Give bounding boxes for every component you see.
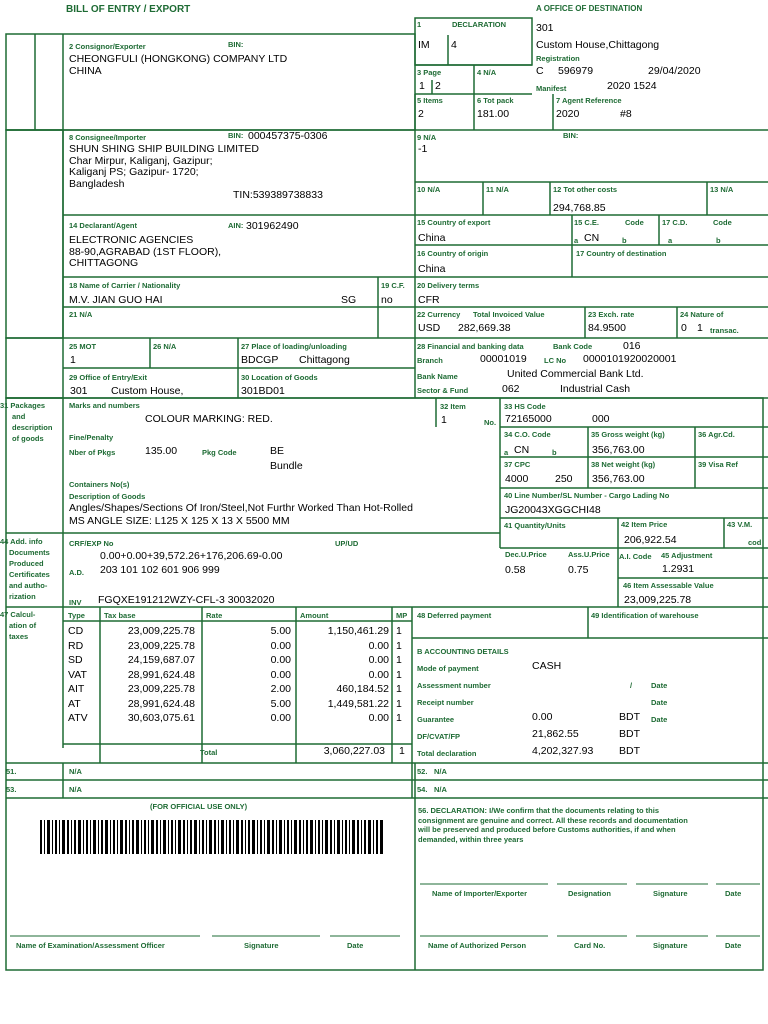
page-v1: 1 bbox=[419, 80, 425, 92]
net-weight-value: 356,763.00 bbox=[592, 473, 645, 485]
marks-label: Marks and numbers bbox=[69, 401, 140, 410]
office-code: 301 bbox=[536, 22, 554, 34]
adjustment-value: 1.2931 bbox=[662, 563, 695, 575]
declaration-im: IM bbox=[418, 39, 430, 51]
carrier-label: 18 Name of Carrier / Nationality bbox=[69, 281, 181, 290]
tax-cell: 28,991,624.48 bbox=[127, 668, 195, 681]
tax-cell: 2.00 bbox=[270, 683, 291, 695]
financial-label: 28 Financial and banking data bbox=[417, 342, 524, 351]
box26-label: 26 N/A bbox=[153, 342, 177, 351]
agent-ref-label: 7 Agent Reference bbox=[556, 96, 622, 105]
adjustment-label: 45 Adjustment bbox=[661, 551, 713, 560]
guarantee-value: 0.00 bbox=[532, 711, 553, 723]
addinfo-label-2: Documents bbox=[9, 548, 50, 557]
nature-label: 24 Nature of bbox=[680, 310, 724, 319]
country-export-value: China bbox=[418, 232, 446, 244]
tax-cell: 0.00 bbox=[270, 654, 291, 666]
country-origin-value: China bbox=[418, 263, 446, 275]
tax-cell: 1 bbox=[396, 683, 402, 695]
page-v2: 2 bbox=[435, 80, 441, 92]
dec-uprice-label: Dec.U.Price bbox=[505, 550, 547, 559]
upud-label: UP/UD bbox=[335, 539, 359, 548]
assessment-slash: / bbox=[630, 681, 633, 690]
exch-label: 23 Exch. rate bbox=[588, 310, 635, 319]
gross-weight-label: 35 Gross weight (kg) bbox=[591, 430, 665, 439]
sig-date1-label: Date bbox=[725, 889, 742, 898]
ass-uprice-value: 0.75 bbox=[568, 564, 589, 576]
tax-cell: 460,184.52 bbox=[336, 683, 389, 695]
agent-ref-year: 2020 bbox=[556, 108, 580, 120]
declarant-line1: ELECTRONIC AGENCIES bbox=[69, 234, 194, 246]
page-title: BILL OF ENTRY / EXPORT bbox=[66, 4, 191, 15]
packages-label-3: description bbox=[12, 423, 53, 432]
items-label: 5 Items bbox=[417, 96, 443, 105]
box51-value: N/A bbox=[69, 767, 82, 776]
registration-c: C bbox=[536, 65, 544, 77]
tax-cell: 1 bbox=[396, 625, 402, 637]
ad-label: A.D. bbox=[69, 568, 84, 577]
cd-b: b bbox=[716, 236, 721, 245]
declarant-ain-label: AIN: bbox=[228, 221, 244, 230]
pkg-code-label: Pkg Code bbox=[202, 448, 237, 457]
branch-value: 00001019 bbox=[480, 353, 527, 365]
description-label: Description of Goods bbox=[69, 492, 146, 501]
loading-label: 27 Place of loading/unloading bbox=[241, 342, 347, 351]
pkgs-label: Nber of Pkgs bbox=[69, 448, 116, 457]
nature-v1: 1 bbox=[697, 322, 703, 334]
calc-label-3: taxes bbox=[9, 632, 29, 641]
calc-label-1: 47 Calcul- bbox=[0, 610, 36, 619]
office-entry-label: 29 Office of Entry/Exit bbox=[69, 373, 147, 382]
guarantee-currency: BDT bbox=[619, 711, 640, 723]
cpc-v2: 250 bbox=[555, 473, 573, 485]
pkgs-value: 135.00 bbox=[145, 445, 178, 457]
consignor-line2: CHINA bbox=[69, 65, 102, 77]
box10-label: 10 N/A bbox=[417, 185, 441, 194]
ai-code-label: A.I. Code bbox=[619, 552, 652, 561]
tax-cell: 1,449,581.22 bbox=[327, 697, 389, 710]
tax-cell: AT bbox=[68, 697, 81, 710]
deferred-label: 48 Deferred payment bbox=[417, 611, 492, 620]
box52-value: N/A bbox=[434, 767, 447, 776]
sig-officer-label: Name of Examination/Assessment Officer bbox=[16, 941, 165, 950]
consignee-line4: Bangladesh bbox=[69, 178, 125, 190]
tax-cell: CD bbox=[68, 625, 84, 637]
ce-code-label: Code bbox=[625, 218, 644, 227]
box53-value: N/A bbox=[69, 785, 82, 794]
total-declaration-currency: BDT bbox=[619, 745, 640, 757]
co-code-b: b bbox=[552, 448, 557, 457]
co-code-label: 34 C.O. Code bbox=[504, 430, 551, 439]
ass-uprice-label: Ass.U.Price bbox=[568, 550, 610, 559]
box21-label: 21 N/A bbox=[69, 310, 93, 319]
sector-label: Sector & Fund bbox=[417, 386, 469, 395]
tax-cell: SD bbox=[68, 654, 83, 666]
pkg-code-value: BE bbox=[270, 445, 285, 457]
tax-cell: 1 bbox=[396, 668, 402, 681]
box9-value: -1 bbox=[418, 143, 428, 155]
sig-signature2-label: Signature bbox=[244, 941, 279, 950]
tax-cell: 0.00 bbox=[270, 668, 291, 681]
dfcvat-value: 21,862.55 bbox=[532, 728, 579, 740]
description-line2: MS ANGLE SIZE: L125 X 125 X 13 X 5500 MM bbox=[69, 515, 290, 527]
packages-label-4: of goods bbox=[12, 434, 44, 443]
consignee-line1: SHUN SHING SHIP BUILDING LIMITED bbox=[69, 143, 260, 155]
tax-header-mp: MP bbox=[396, 611, 408, 620]
consignee-bin: 000457375-0306 bbox=[248, 130, 328, 142]
packages-label-1: 31 Packages bbox=[0, 401, 46, 410]
hs-code-label: 33 HS Code bbox=[504, 402, 546, 411]
registration-number: 596979 bbox=[558, 65, 594, 77]
item-price-label: 42 Item Price bbox=[621, 520, 668, 529]
mode-label: Mode of payment bbox=[417, 664, 479, 673]
ce-a: a bbox=[574, 236, 579, 245]
dec-uprice-value: 0.58 bbox=[505, 564, 526, 576]
quantity-label: 41 Quantity/Units bbox=[504, 521, 566, 530]
manifest-label: Manifest bbox=[536, 84, 567, 93]
tax-header-amount: Amount bbox=[300, 611, 329, 620]
tax-total-mp: 1 bbox=[399, 745, 405, 757]
declarant-ain: 301962490 bbox=[246, 220, 299, 232]
vm-label: 43 V.M. bbox=[727, 520, 753, 529]
warehouse-label: 49 Identification of warehouse bbox=[591, 611, 699, 620]
fine-label: Fine/Penalty bbox=[69, 433, 114, 442]
cd-code-label: Code bbox=[713, 218, 732, 227]
agent-ref-value: #8 bbox=[620, 108, 632, 120]
tax-cell: 0.00 bbox=[270, 712, 291, 724]
tax-cell: 0.00 bbox=[368, 639, 389, 652]
item-label: 32 Item bbox=[440, 402, 466, 411]
assessable-label: 46 Item Assessable Value bbox=[623, 581, 714, 590]
declarant-line2: 88-90,AGRABAD (1ST FLOOR), bbox=[69, 246, 222, 258]
declaration-four: 4 bbox=[451, 39, 457, 51]
bank-code-label: Bank Code bbox=[553, 342, 593, 351]
tax-cell: 0.00 bbox=[270, 639, 291, 652]
office-entry-name: Custom House, bbox=[111, 385, 184, 397]
country-origin-label: 16 Country of origin bbox=[417, 249, 489, 258]
item-value: 1 bbox=[441, 414, 447, 426]
item-no: No. bbox=[484, 418, 497, 427]
box53-label: 53. bbox=[6, 785, 17, 794]
addinfo-label-1: 44 Add. info bbox=[0, 537, 43, 546]
box4-label: 4 N/A bbox=[477, 68, 497, 77]
hs-code-suffix: 000 bbox=[592, 413, 610, 425]
sector-value: 062 bbox=[502, 383, 520, 395]
mot-value: 1 bbox=[70, 354, 76, 366]
assessment-label: Assessment number bbox=[417, 681, 491, 690]
declaration-56-text: 56. DECLARATION: I/We confirm that the documents relating to this consignment are genuine and correct. All these records and documentation will be preserved and produced before Customs authorities, if and when demanded, within three years bbox=[418, 806, 688, 844]
declaration-label: DECLARATION bbox=[452, 20, 507, 29]
registration-date: 29/04/2020 bbox=[648, 65, 701, 77]
currency-value: USD bbox=[418, 322, 441, 334]
addinfo-label-5: and autho- bbox=[9, 581, 48, 590]
box52-label: 52. bbox=[417, 767, 428, 776]
ce-cn: CN bbox=[584, 232, 600, 244]
pkg-type-value: Bundle bbox=[270, 460, 303, 472]
tax-cell: 1 bbox=[396, 712, 402, 724]
addinfo-label-4: Certificates bbox=[9, 570, 50, 579]
item-price-value: 206,922.54 bbox=[624, 534, 677, 546]
net-weight-label: 38 Net weight (kg) bbox=[591, 460, 656, 469]
office-name: Custom House,Chittagong bbox=[536, 39, 660, 51]
tax-total-value: 3,060,227.03 bbox=[323, 745, 385, 757]
registration-label: Registration bbox=[536, 54, 580, 63]
crf-label: CRF/EXP No bbox=[69, 539, 114, 548]
tax-cell: 1 bbox=[396, 639, 402, 652]
manifest-value: 2020 1524 bbox=[607, 80, 657, 92]
box9-label: 9 N/A bbox=[417, 133, 437, 142]
loading-code: BDCGP bbox=[241, 354, 279, 366]
invoiced-label: Total Invoiced Value bbox=[473, 310, 545, 319]
currency-label: 22 Currency bbox=[417, 310, 461, 319]
sig-signature1-label: Signature bbox=[653, 889, 688, 898]
tax-cell: 0.00 bbox=[368, 654, 389, 666]
box51-label: 51. bbox=[6, 767, 17, 776]
items-value: 2 bbox=[418, 108, 424, 120]
visa-ref-label: 39 Visa Ref bbox=[698, 460, 738, 469]
exch-value: 84.9500 bbox=[588, 322, 626, 334]
bank-name-value: United Commercial Bank Ltd. bbox=[507, 368, 644, 380]
tax-header-type: Type bbox=[68, 611, 85, 620]
accounting-title: B ACCOUNTING DETAILS bbox=[417, 647, 509, 656]
page-label: 3 Page bbox=[417, 68, 442, 77]
sig-importer-label: Name of Importer/Exporter bbox=[432, 889, 528, 898]
lc-value: 0000101920020001 bbox=[583, 353, 677, 365]
cpc-label: 37 CPC bbox=[504, 460, 531, 469]
declarant-label: 14 Declarant/Agent bbox=[69, 221, 137, 230]
tax-cell: 23,009,225.78 bbox=[127, 683, 195, 695]
receipt-label: Receipt number bbox=[417, 698, 474, 707]
box11-label: 11 N/A bbox=[486, 185, 509, 194]
cd-label: 17 C.D. bbox=[662, 218, 688, 227]
tax-cell: 28,991,624.48 bbox=[127, 697, 195, 710]
carrier-nationality: SG bbox=[341, 294, 357, 306]
country-dest-label: 17 Country of destination bbox=[576, 249, 667, 258]
containers-label: Containers No(s) bbox=[69, 480, 130, 489]
description-line1: Angles/Shapes/Sections Of Iron/Steel,Not Furthr Worked Than Hot-Rolled bbox=[69, 502, 413, 514]
tax-cell: 0.00 bbox=[368, 712, 389, 724]
guarantee-date-label: Date bbox=[651, 715, 668, 724]
sig-date2-label: Date bbox=[347, 941, 364, 950]
agr-cd-label: 36 Agr.Cd. bbox=[698, 430, 735, 439]
box54-value: N/A bbox=[434, 785, 447, 794]
vm-value: cod bbox=[748, 538, 762, 547]
delivery-value: CFR bbox=[418, 294, 440, 306]
tax-cell: 23,009,225.78 bbox=[127, 639, 195, 652]
line-number-value: JG20043XGGCHI48 bbox=[505, 504, 601, 516]
carrier-value: M.V. JIAN GUO HAI bbox=[69, 294, 163, 306]
total-declaration-label: Total declaration bbox=[417, 749, 477, 758]
box13-label: 13 N/A bbox=[710, 185, 734, 194]
loading-place: Chittagong bbox=[299, 354, 350, 366]
lc-label: LC No bbox=[544, 356, 567, 365]
addinfo-label-3: Produced bbox=[9, 559, 44, 568]
assessment-date-label: Date bbox=[651, 681, 668, 690]
addinfo-label-6: rization bbox=[9, 592, 36, 601]
crf-formula: 0.00+0.00+39,572.26+176,206.69-0.00 bbox=[100, 550, 283, 562]
location-value: 301BD01 bbox=[241, 385, 285, 397]
marks-value: COLOUR MARKING: RED. bbox=[145, 413, 273, 425]
hs-code-value: 72165000 bbox=[505, 413, 552, 425]
tax-cell: 23,009,225.78 bbox=[127, 625, 195, 637]
consignor-bin-label: BIN: bbox=[228, 40, 244, 49]
sig-signature3-label: Signature bbox=[653, 941, 688, 950]
cpc-v1: 4000 bbox=[505, 473, 529, 485]
sig-designation-label: Designation bbox=[568, 889, 611, 898]
guarantee-label: Guarantee bbox=[417, 715, 455, 724]
cf-value: no bbox=[381, 294, 393, 306]
receipt-date-label: Date bbox=[651, 698, 668, 707]
ce-b: b bbox=[622, 236, 627, 245]
country-export-label: 15 Country of export bbox=[417, 218, 491, 227]
office-title: A OFFICE OF DESTINATION bbox=[536, 4, 643, 13]
location-label: 30 Location of Goods bbox=[241, 373, 318, 382]
sig-authorized-label: Name of Authorized Person bbox=[428, 941, 527, 950]
tax-cell: 1 bbox=[396, 697, 402, 710]
tax-cell: 30,603,075.61 bbox=[127, 712, 195, 724]
official-use-label: (FOR OFFICIAL USE ONLY) bbox=[150, 802, 248, 811]
cf-label: 19 C.F. bbox=[381, 281, 405, 290]
ad-value: 203 101 102 601 906 999 bbox=[100, 564, 220, 576]
tax-cell: AIT bbox=[68, 683, 85, 695]
tax-cell: VAT bbox=[68, 668, 87, 681]
mode-value: CASH bbox=[532, 660, 562, 672]
line-number-label: 40 Line Number/SL Number - Cargo Lading No bbox=[504, 491, 670, 500]
bank-name-label: Bank Name bbox=[417, 372, 458, 381]
totpack-value: 181.00 bbox=[477, 108, 510, 120]
dfcvat-currency: BDT bbox=[619, 728, 640, 740]
consignee-line2: Char Mirpur, Kaliganj, Gazipur; bbox=[69, 155, 213, 167]
inv-value: FGQXE191212WZY-CFL-3 30032020 bbox=[98, 594, 275, 606]
invoiced-value: 282,669.38 bbox=[458, 322, 511, 334]
sig-date3-label: Date bbox=[725, 941, 742, 950]
dfcvat-label: DF/CVAT/FP bbox=[417, 732, 461, 741]
consignee-line3: Kaliganj PS; Gazipur- 1720; bbox=[69, 166, 199, 178]
nature-v0: 0 bbox=[681, 322, 687, 334]
tax-cell: 5.00 bbox=[270, 625, 291, 637]
box54-label: 54. bbox=[417, 785, 428, 794]
tax-cell: 1,150,461.29 bbox=[327, 625, 389, 637]
total-declaration-value: 4,202,327.93 bbox=[532, 745, 594, 757]
tax-cell: RD bbox=[68, 639, 84, 652]
tax-header-base: Tax base bbox=[104, 611, 136, 620]
declaration-num: 1 bbox=[417, 20, 422, 29]
tax-total-label: Total bbox=[200, 748, 218, 757]
fund-value: Industrial Cash bbox=[560, 383, 631, 395]
tax-cell: 5.00 bbox=[270, 697, 291, 710]
consignee-label: 8 Consignee/Importer bbox=[69, 133, 147, 142]
tax-cell: 24,159,687.07 bbox=[127, 654, 195, 666]
tax-cell: 0.00 bbox=[368, 668, 389, 681]
tax-cell: ATV bbox=[68, 712, 88, 724]
nature-transac: transac. bbox=[710, 326, 739, 335]
gross-weight-value: 356,763.00 bbox=[592, 444, 645, 456]
inv-label: INV bbox=[69, 598, 82, 607]
assessable-value: 23,009,225.78 bbox=[624, 594, 692, 606]
box9-bin-label: BIN: bbox=[563, 131, 579, 140]
calc-label-2: ation of bbox=[9, 621, 37, 630]
consignee-bin-label: BIN: bbox=[228, 131, 244, 140]
box12-label: 12 Tot other costs bbox=[553, 185, 618, 194]
ce-label: 15 C.E. bbox=[574, 218, 600, 227]
delivery-label: 20 Delivery terms bbox=[417, 281, 480, 290]
bank-code-value: 016 bbox=[623, 340, 641, 352]
consignor-line1: CHEONGFULI (HONGKONG) COMPANY LTD bbox=[69, 53, 288, 65]
mot-label: 25 MOT bbox=[69, 342, 97, 351]
cd-a: a bbox=[668, 236, 673, 245]
consignor-label: 2 Consignor/Exporter bbox=[69, 42, 146, 51]
box12-value: 294,768.85 bbox=[553, 202, 606, 214]
tax-header-rate: Rate bbox=[206, 611, 223, 620]
declarant-line3: CHITTAGONG bbox=[69, 257, 139, 269]
packages-label-2: and bbox=[12, 412, 26, 421]
consignee-tin: TIN:539389738833 bbox=[233, 189, 323, 201]
office-entry-code: 301 bbox=[70, 385, 88, 397]
totpack-label: 6 Tot pack bbox=[477, 96, 514, 105]
branch-label: Branch bbox=[417, 356, 443, 365]
co-code-a: a bbox=[504, 448, 509, 457]
co-code-value: CN bbox=[514, 444, 530, 456]
tax-cell: 1 bbox=[396, 654, 402, 666]
sig-card-label: Card No. bbox=[574, 941, 606, 950]
